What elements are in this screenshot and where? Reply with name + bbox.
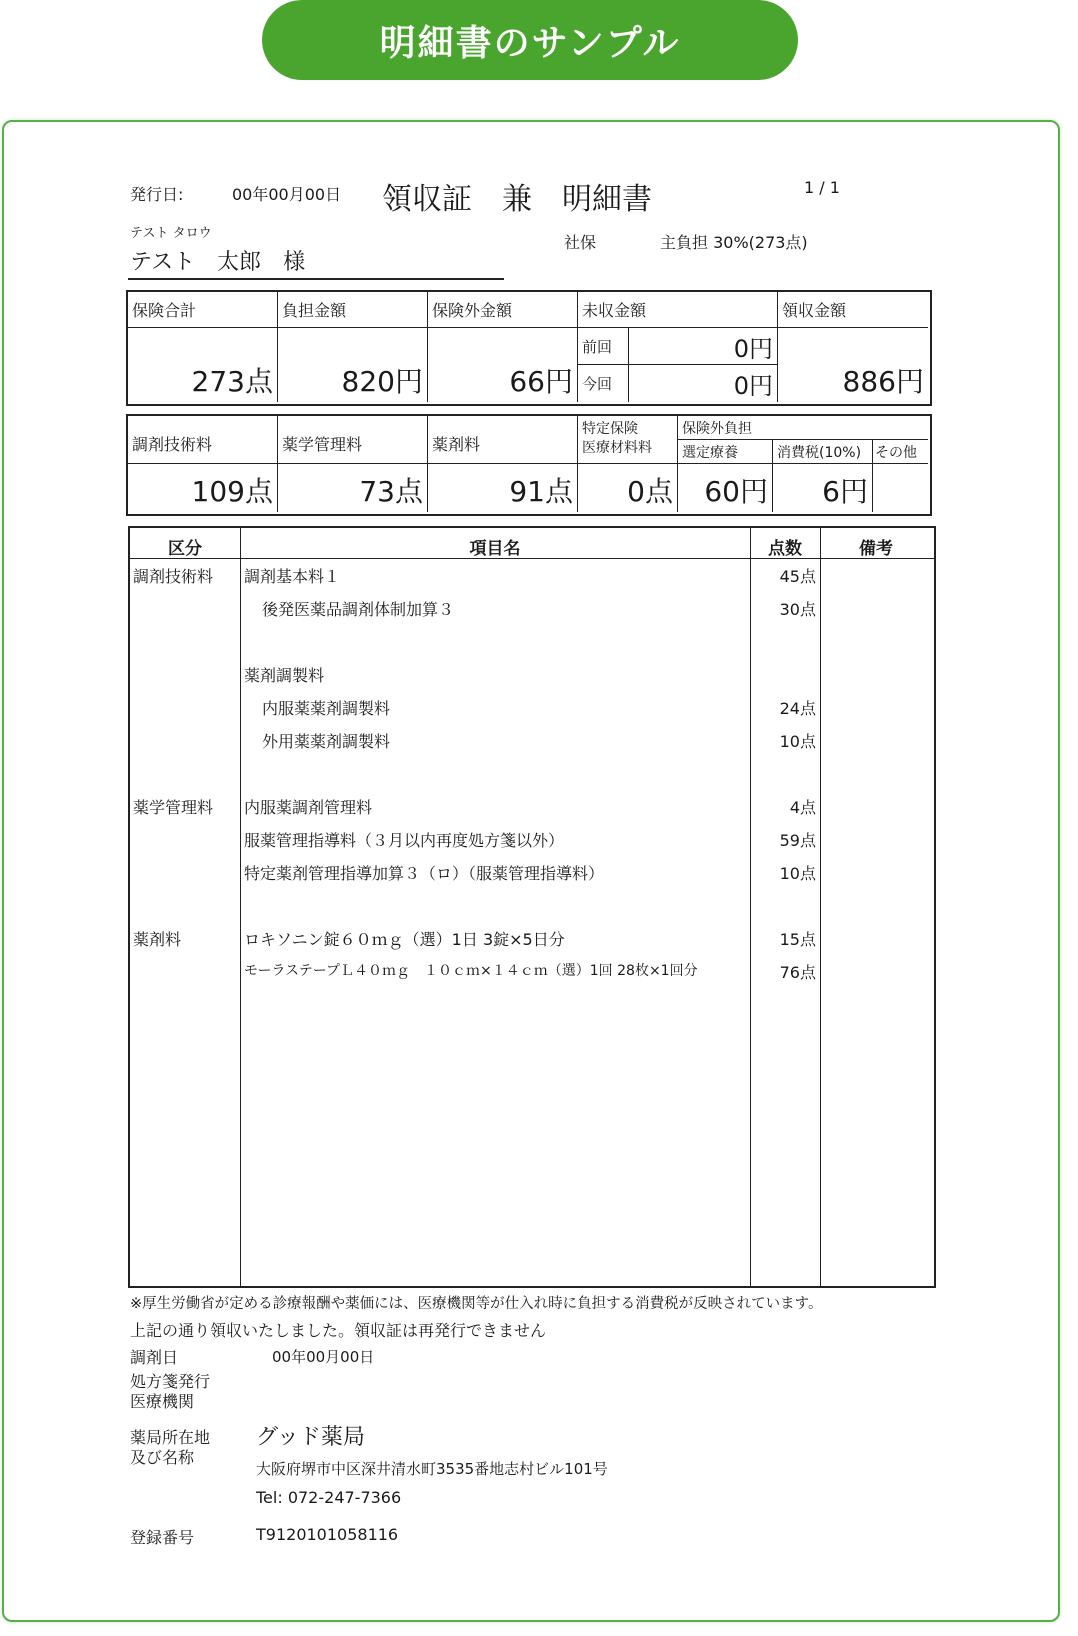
selected-care-value: 60円	[678, 464, 773, 512]
previous-value: 0円	[733, 335, 773, 363]
sample-banner: 明細書のサンプル	[262, 0, 798, 80]
header-item-name: 項目名	[469, 539, 521, 559]
detail-item-points: 45点	[779, 567, 816, 586]
detail-item-name: 特定薬剤管理指導加算３（ロ）（服薬管理指導料）	[244, 864, 605, 883]
name-underline	[128, 278, 504, 280]
detail-item-points: 15点	[779, 930, 816, 949]
insurance-type: 社保	[564, 233, 597, 252]
total-points-value: 273点	[128, 328, 278, 402]
selected-care-label: 選定療養	[678, 440, 773, 464]
document-title: 領収証 兼 明細書	[382, 182, 652, 217]
detail-item-name: 薬剤調製料	[244, 666, 325, 685]
header-category: 区分	[168, 539, 202, 559]
detail-item-points: 4点	[789, 798, 816, 817]
issue-date: 00年00月00日	[232, 185, 342, 204]
uncollected-cell	[578, 328, 778, 402]
current-label: 今回	[582, 375, 613, 393]
detail-item-name: 内服薬調剤管理料	[244, 798, 373, 817]
pharmacy-tel: Tel: 072-247-7366	[256, 1488, 402, 1507]
special-materials-label: 特定保険 医療材料料	[578, 416, 678, 464]
registration-number: T9120101058116	[256, 1525, 399, 1544]
consumption-tax-value: 6円	[773, 464, 873, 512]
non-insured-amount-value: 66円	[428, 328, 578, 402]
detail-item-points: 59点	[779, 831, 816, 850]
received-statement: 上記の通り領収いたしました。領収証は再発行できません	[130, 1321, 547, 1340]
detail-item-points: 10点	[779, 732, 816, 751]
detail-item-name: モーラステープＬ４０ｍｇ １０ｃｍ×１４ｃｍ（選）1回 28枚×1回分	[244, 963, 698, 979]
special-materials-value: 0点	[578, 464, 678, 512]
detail-item-name: 外用薬薬剤調製料	[262, 732, 391, 751]
dispense-date-label: 調剤日	[130, 1348, 179, 1367]
pharmacy-label: 薬局所在地 及び名称	[130, 1428, 211, 1467]
other-value	[873, 464, 928, 512]
dispensing-tech-label: 調剤技術料	[128, 416, 278, 464]
detail-table	[128, 526, 936, 1288]
detail-item-name: ロキソニン錠６０ｍｇ（選）1日 3錠×5日分	[244, 930, 565, 949]
detail-category: 薬学管理料	[133, 798, 214, 817]
outside-burden-label: 保険外負担	[678, 416, 928, 440]
previous-label: 前回	[582, 338, 613, 356]
breakdown-table	[126, 414, 932, 516]
prescriber-label: 処方箋発行 医療機関	[130, 1372, 211, 1411]
non-insured-amount-label: 保険外金額	[428, 292, 578, 328]
burden-amount-label: 負担金額	[278, 292, 428, 328]
received-amount-label: 領収金額	[778, 292, 928, 328]
detail-item-name: 服薬管理指導料（３月以内再度処方箋以外）	[244, 831, 565, 850]
other-label: その他	[873, 440, 928, 464]
totals-table	[126, 290, 932, 406]
header-remarks: 備考	[859, 539, 893, 559]
detail-item-name: 調剤基本料１	[244, 567, 341, 586]
drug-fee-label: 薬剤料	[428, 416, 578, 464]
patient-name: テスト 太郎 様	[130, 250, 306, 275]
pharma-management-label: 薬学管理料	[278, 416, 428, 464]
detail-item-points: 10点	[779, 864, 816, 883]
header-points: 点数	[768, 539, 802, 559]
burden-ratio: 主負担 30%(273点)	[660, 233, 808, 252]
registration-label: 登録番号	[130, 1528, 195, 1547]
dispensing-tech-value: 109点	[128, 464, 278, 512]
tax-note: ※厚生労働省が定める診療報酬や薬価には、医療機関等が仕入れ時に負担する消費税が反映されています。	[130, 1296, 823, 1312]
page-number: 1 / 1	[804, 178, 840, 197]
detail-item-name: 後発医薬品調剤体制加算３	[262, 600, 455, 619]
detail-item-points: 76点	[779, 963, 816, 982]
received-amount-value: 886円	[842, 365, 924, 398]
pharmacy-address: 大阪府堺市中区深井清水町3535番地志村ビル101号	[256, 1460, 608, 1478]
detail-category: 薬剤料	[133, 930, 182, 949]
pharmacy-name: グッド薬局	[256, 1425, 365, 1450]
total-points-label: 保険合計	[128, 292, 278, 328]
issue-date-label: 発行日:	[130, 185, 184, 204]
pharma-management-value: 73点	[278, 464, 428, 512]
patient-name-kana: テスト タロウ	[130, 226, 212, 241]
detail-item-points: 24点	[779, 699, 816, 718]
detail-item-name: 内服薬薬剤調製料	[262, 699, 391, 718]
burden-amount-value: 820円	[278, 328, 428, 402]
dispense-date: 00年00月00日	[272, 1348, 375, 1366]
current-value: 0円	[733, 372, 773, 400]
uncollected-label: 未収金額	[578, 292, 778, 328]
detail-item-points: 30点	[779, 600, 816, 619]
consumption-tax-label: 消費税(10%)	[773, 440, 873, 464]
detail-category: 調剤技術料	[133, 567, 214, 586]
drug-fee-value: 91点	[428, 464, 578, 512]
